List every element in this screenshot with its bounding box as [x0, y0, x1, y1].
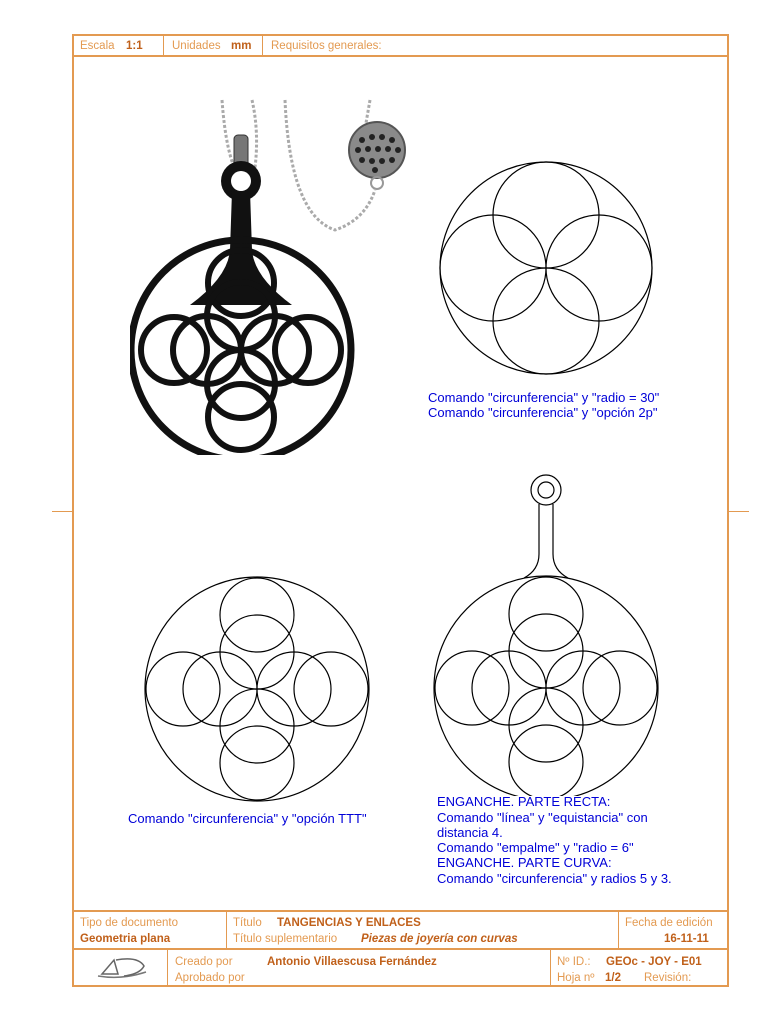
subtitle-label: Título suplementario [233, 933, 338, 945]
header-sep-1 [163, 34, 164, 55]
subtitle-value: Piezas de joyería con curvas [361, 933, 518, 945]
figure-four-circles [436, 158, 656, 378]
units-value: mm [231, 40, 252, 52]
units-label: Unidades [172, 40, 221, 52]
note-fig4-line3: distancia 4. [437, 825, 503, 840]
title-block-middle [72, 948, 729, 950]
note-fig3: Comando "circunferencia" y "opción TTT" [128, 811, 367, 826]
tb-sep-2 [618, 910, 619, 948]
note-fig4-line4: Comando "empalme" y "radio = 6" [437, 840, 634, 855]
id-value: GEOc - JOY - E01 [606, 956, 702, 968]
pendant-photo [130, 95, 410, 455]
requirements-label: Requisitos generales: [271, 40, 382, 52]
note-fig4-line6: Comando "circunferencia" y radios 5 y 3. [437, 871, 672, 886]
note-fig2-line1: Comando "circunferencia" y "radio = 30" [428, 390, 660, 405]
created-value: Antonio Villaescusa Fernández [267, 956, 437, 968]
edit-date-label: Fecha de edición [625, 917, 713, 929]
note-fig4-line2: Comando "línea" y "equistancia" con [437, 810, 648, 825]
right-center-mark [729, 511, 749, 512]
scale-value: 1:1 [126, 40, 143, 52]
logo-icon [94, 952, 152, 984]
title-block-top [72, 910, 729, 912]
note-fig4-line5: ENGANCHE. PARTE CURVA: [437, 855, 612, 870]
tb-sep-4 [550, 948, 551, 987]
note-fig2-line2: Comando "circunferencia" y "opción 2p" [428, 405, 658, 420]
created-label: Creado por [175, 956, 233, 968]
tb-sep-1 [226, 910, 227, 948]
id-label: Nº ID.: [557, 956, 591, 968]
scale-label: Escala [80, 40, 115, 52]
edit-date-value: 16-11-11 [664, 933, 709, 945]
doc-type-value: Geometria plana [80, 933, 171, 945]
header-divider [72, 55, 729, 57]
tb-sep-3 [167, 948, 168, 987]
figure-pendant-with-hook [432, 466, 662, 796]
left-center-mark [52, 511, 72, 512]
header-sep-2 [262, 34, 263, 55]
revision-label: Revisión: [644, 972, 692, 984]
doc-type-label: Tipo de documento [80, 917, 179, 929]
figure-ttt-circles [142, 574, 372, 804]
title-value: TANGENCIAS Y ENLACES [277, 917, 421, 929]
sheet-label: Hoja nº [557, 972, 595, 984]
sheet-value: 1/2 [605, 972, 621, 984]
note-fig4-line1: ENGANCHE. PARTE RECTA: [437, 794, 611, 809]
title-label: Título [233, 917, 262, 929]
approved-label: Aprobado por [175, 972, 245, 984]
